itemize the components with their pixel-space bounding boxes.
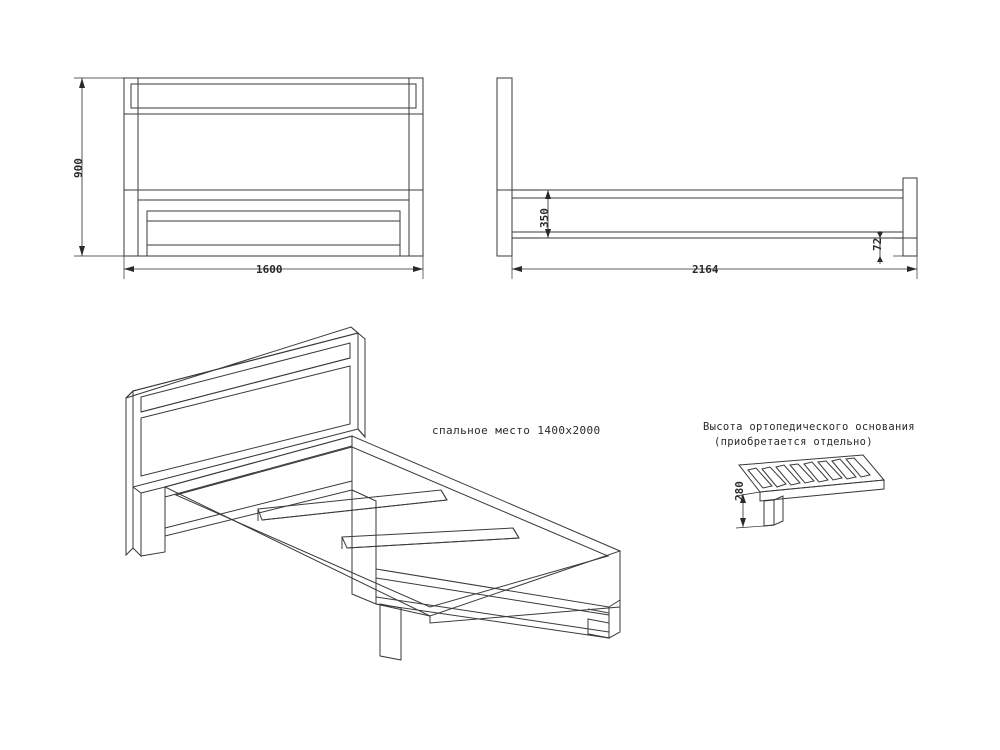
orthopedic-base-geometry — [739, 455, 884, 526]
dimension-side-rail-thickness: 72 — [871, 237, 884, 251]
caption-base-title-line1: Высота ортопедического основания — [703, 421, 915, 433]
front-view-geometry — [124, 78, 423, 256]
dimension-base-height: 280 — [733, 481, 746, 501]
caption-sleeping-area: спальное место 1400х2000 — [432, 424, 601, 437]
side-view-geometry — [497, 78, 917, 256]
dimension-front-height: 900 — [72, 158, 85, 178]
dimension-front-width: 1600 — [256, 263, 283, 276]
isometric-bed-geometry — [126, 327, 620, 660]
dimension-side-length: 2164 — [692, 263, 719, 276]
caption-base-title-line2: (приобретается отдельно) — [714, 436, 873, 448]
dimension-side-footboard-height: 350 — [538, 208, 551, 228]
